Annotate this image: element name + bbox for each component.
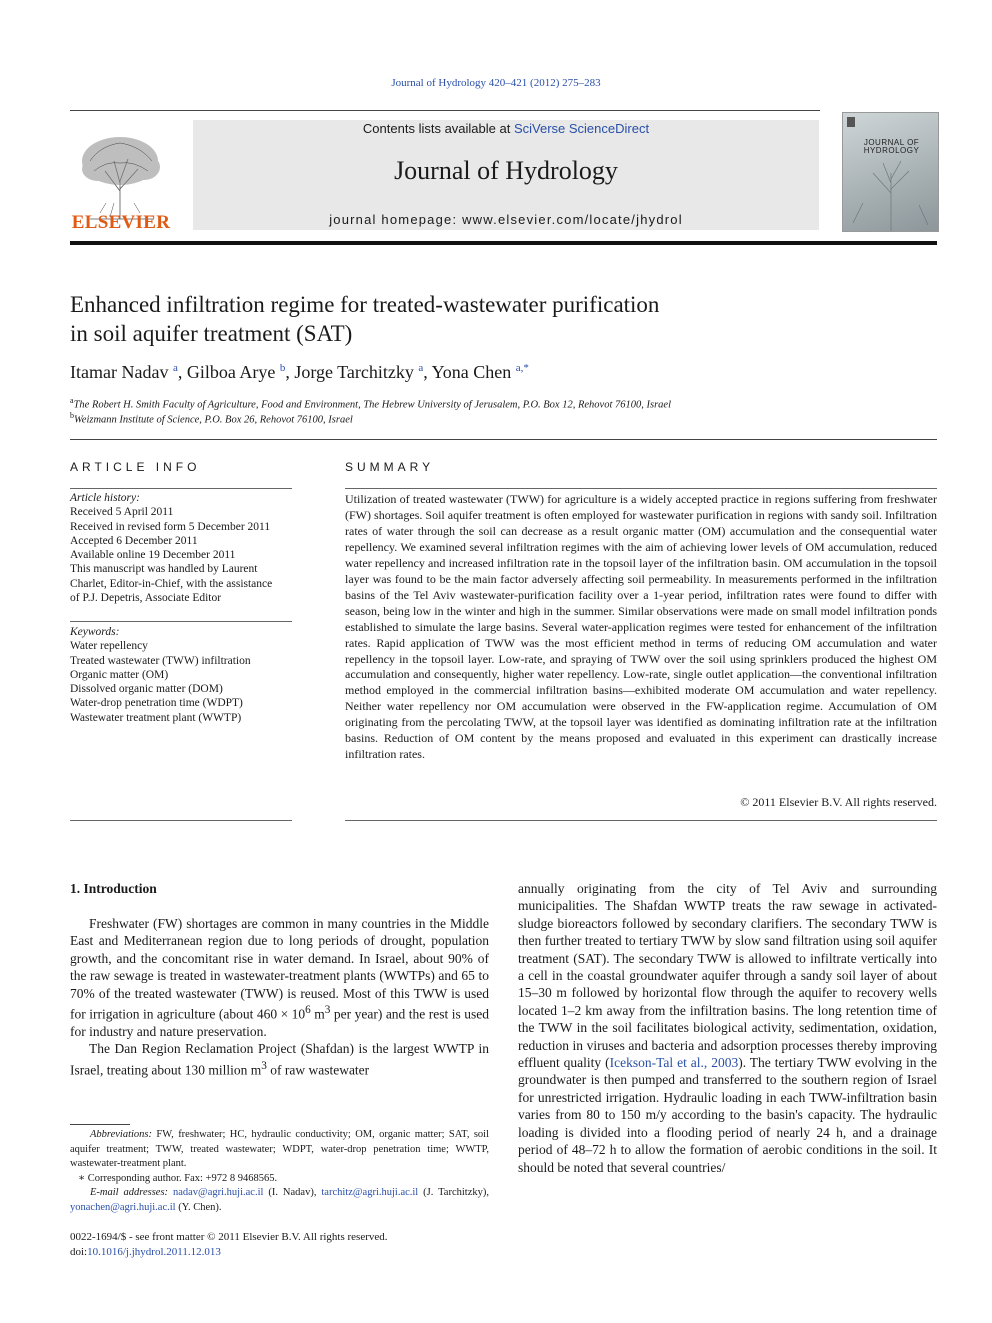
citation-link[interactable]: Icekson-Tal et al., 2003 <box>609 1055 739 1071</box>
keywords-label: Keywords: <box>70 626 120 638</box>
doi-line: doi:10.1016/j.jhydrol.2011.12.013 <box>70 1245 221 1258</box>
homepage-prefix: journal homepage: <box>329 212 463 227</box>
summary-rule <box>345 488 937 489</box>
abbreviations-footnote: Abbreviations: FW, freshwater; HC, hydraulic conductivity; OM, organic matter; SAT, soil aquifer treatment; TWW, treated wastewater; WDPT, water-drop penetration time; WWTP, wastewater-treatment plant. <box>70 1129 489 1169</box>
history-item: Available online 19 December 2011 <box>70 549 236 562</box>
summary-rule <box>345 820 937 821</box>
keyword: Dissolved organic matter (DOM) <box>70 683 223 696</box>
article-info-rule <box>70 488 292 489</box>
summary-text: Utilization of treated wastewater (TWW) for agriculture is a widely accepted practice in regions suffering from freshwater (FW) shortages. Soil aquifer treatment is often employed for wastewater purification in regions with sandy soil. Infiltration rates of water through the soil can decrease as a result organic matter (OM) accumulation and the consequential water repellency. We examined several infiltration regimes with the aim of achieving lower levels of OM accumulation, reduced water repellency and increased infiltration rate in the topsoil layer of the infiltration basin. OM accumulation in the topsoil layer was found to be the main factor adversely affecting soil permeability. In measurements performed in the infiltration basins of the Tel Aviv wastewater-purification facility over a 1-year period, infiltration rates were found to differ with season, being low in the winter and high in the summer. Similar observations were made on small model infiltration ponds established to simulate the large basins. Several water-application regimes were tested for enhancement of the infiltration rates. Rapid application of TWW was the most efficient method in terms of reducing OM accumulation and water repellency in the topsoil layer. Low-rate, and spraying of TWW over the soil using sprinklers produced the highest OM accumulation and consequently, higher water repellency. Low-rate, single outlet application—the conventional infiltration method employed in the commercial infiltration basins—exhibited moderate OM accumulation and water repellency. Neither water repellency nor OM accumulation were observed in the FW-application regime. Accumulation of OM originating from the percolating TWW, at the topsoil layer was identified as dominating infiltration rate at the infiltration basins. Reduction of OM content by the means proposed and evaluated in this experiment can drastically increase infiltration rates. <box>345 492 937 762</box>
issn-footer <box>70 1230 490 1259</box>
sciencedirect-link[interactable]: SciVerse ScienceDirect <box>513 121 650 136</box>
history-item: Charlet, Editor-in-Chief, with the assistance <box>70 577 273 590</box>
affiliation-a: $^a$The Robert H. Smith Faculty of Agriculture, Food and Environment, The Hebrew University of Jerusalem, P.O. Box 12, Rehovot 76100, Israel <box>70 396 671 411</box>
summary-heading: SUMMARY <box>345 460 435 474</box>
history-item: of P.J. Depetris, Associate Editor <box>70 592 222 605</box>
contents-line <box>193 121 819 136</box>
author[interactable]: Gilboa Arye $^b$ <box>186 362 286 382</box>
journal-name: Journal of Hydrology <box>394 156 618 185</box>
article-info-rule <box>70 820 292 821</box>
history-item: This manuscript was handled by Laurent <box>70 563 258 576</box>
author[interactable]: Yona Chen $^{a,*}$ <box>431 362 529 382</box>
history-label: Article history: <box>70 492 140 504</box>
author[interactable]: Itamar Nadav $^a$ <box>70 362 178 382</box>
corresponding-author-footnote: ∗ Corresponding author. Fax: +972 8 9468565. <box>78 1172 278 1184</box>
author-list: Itamar Nadav $^a$, Gilboa Arye $^b$, Jorge Tarchitzky $^a$, Yona Chen $^{a,*}$ <box>70 362 529 382</box>
article-info-rule <box>70 621 292 622</box>
history-item: Received 5 April 2011 <box>70 506 174 519</box>
paragraph: annually originating from the city of Tel Aviv and surrounding municipalities. The Shafdan WWTP treats the raw sewage in activated-sludge bioreactors followed by secondary clarifiers. The secondary TWW is then further treated to tertiary TWW by slow sand filtration using soil aquifer treatment (SAT). The secondary TWW is allowed to infiltrate vertically into a cell in the coastal groundwater aquifer through a sandy soil layer of about 15–30 m followed by horizontal flow through the aquifer to recovery wells located 1–2 km away from the infiltration basins. The long retention time of the TWW in the soil facilitates biological activity, sedimentation, oxidation, reduction in viruses and bacteria and adsorption processes thereby improving effluent quality (Icekson-Tal et al., 2003). The tertiary TWW evolving in the groundwater is then pumped and transferred to the southern region of Israel for unrestricted irrigation. Hydraulic loading in each TWW-infiltration basin varies from 80 to 150 m/y according to the basin's capacity. The hydraulic loading is divided into a flooding period of nearly 24 h, and a drainage period of 48–72 h to allow the formation of aerobic conditions in the soil. It should be noted that several countries/ <box>518 881 937 1175</box>
paragraph: Freshwater (FW) shortages are common in many countries in the Middle East and Mediterranean region due to long periods of drought, population growth, and the concomitant rise in water demand. In Israel, about 90% of the raw sewage is treated in wastewater-treatment plants (WWTPs) and 65 to 70% of the treated wastewater (TWW) is reused. Most of this TWW is used for irrigation in agriculture (about $460 \times 10^6$ $m^3$ per year) and the rest is used for industry and nature preservation. <box>70 916 489 1039</box>
footnotes <box>70 1128 489 1215</box>
email-footnote: E-mail addresses: nadav@agri.huji.ac.il (I. Nadav), tarchitz@agri.huji.ac.il (J. Tarchitzky), yonachen@agri.huji.ac.il (Y. Chen). <box>70 1187 489 1213</box>
contents-prefix: Contents lists available at <box>362 121 514 136</box>
keyword: Water repellency <box>70 640 148 653</box>
journal-citation[interactable]: Journal of Hydrology 420–421 (2012) 275–283 <box>391 77 601 89</box>
footnote-rule <box>70 1124 130 1125</box>
homepage-line <box>193 212 819 227</box>
intro-heading: 1. Introduction <box>70 881 157 896</box>
header-thick-rule <box>70 241 937 245</box>
body-column-left <box>70 915 489 1079</box>
article-title: Enhanced infiltration regime for treated-wastewater purification in soil aquifer treatment (SAT) <box>70 292 660 346</box>
cover-tree-image <box>843 113 938 231</box>
paragraph: The Dan Region Reclamation Project (Shafdan) is the largest WWTP in Israel, treating about 130 million $m^3$ of raw wastewater <box>70 1041 489 1078</box>
keyword: Treated wastewater (TWW) infiltration <box>70 654 251 667</box>
cover-title: JOURNAL OF HYDROLOGY <box>863 138 920 155</box>
keywords <box>70 625 295 725</box>
issn-line: 0022-1694/$ - see front matter © 2011 Elsevier B.V. All rights reserved. <box>70 1231 388 1243</box>
copyright: © 2011 Elsevier B.V. All rights reserved. <box>740 795 937 809</box>
article-history <box>70 491 295 605</box>
email-link[interactable]: yonachen@agri.huji.ac.il <box>70 1201 176 1213</box>
homepage-url[interactable]: www.elsevier.com/locate/jhydrol <box>462 212 683 227</box>
section-rule <box>70 439 937 440</box>
author[interactable]: Jorge Tarchitzky $^a$ <box>294 362 424 382</box>
journal-cover-thumbnail[interactable] <box>842 112 939 232</box>
history-item: Accepted 6 December 2011 <box>70 534 198 547</box>
keyword: Organic matter (OM) <box>70 668 169 681</box>
doi-link[interactable]: 10.1016/j.jhydrol.2011.12.013 <box>87 1245 221 1258</box>
header-rule <box>70 110 820 111</box>
article-info-heading: ARTICLE INFO <box>70 460 201 474</box>
email-link[interactable]: tarchitz@agri.huji.ac.il <box>321 1187 419 1198</box>
keyword: Water-drop penetration time (WDPT) <box>70 697 243 710</box>
keyword: Wastewater treatment plant (WWTP) <box>70 711 242 724</box>
email-link[interactable]: nadav@agri.huji.ac.il <box>172 1187 264 1198</box>
history-item: Received in revised form 5 December 2011 <box>70 520 271 533</box>
elsevier-wordmark: ELSEVIER <box>71 212 171 233</box>
affiliation-b: $^b$Weizmann Institute of Science, P.O. Box 26, Rehovot 76100, Israel <box>70 411 353 426</box>
body-column-right <box>518 880 937 1176</box>
